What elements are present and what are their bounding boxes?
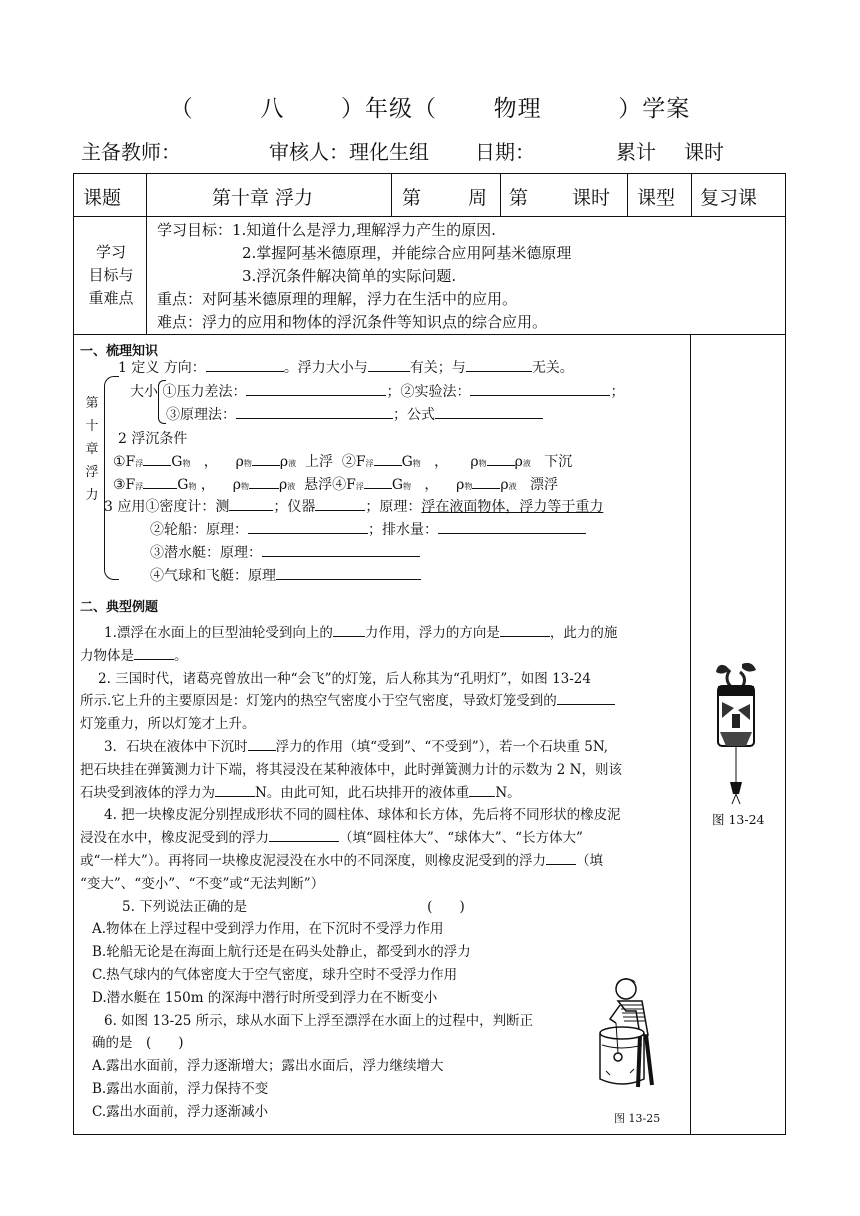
- blank-balloon[interactable]: [276, 565, 421, 580]
- app-hydrometer: 3 应用①密度计：测: [104, 499, 230, 515]
- q6-line-2: 确的是 ( ): [92, 1035, 184, 1052]
- goal-line-2: 2.掌握阿基米德原理，并能综合应用阿基米德原理: [242, 244, 572, 262]
- sink-line-1: ①F浮 G物 ， ρ物 ρ液 上浮 ②F浮 G物 ， ρ物 ρ液 下沉: [113, 451, 572, 476]
- rho-1: ρ: [235, 454, 244, 470]
- blank-rho-4[interactable]: [472, 474, 500, 489]
- period-suffix: 课时: [572, 187, 611, 209]
- q2-line-2: [80, 690, 690, 713]
- q4-part-b: 浸没在水中，橡皮泥受到的浮力: [80, 830, 269, 847]
- hydrometer-principle: 浮在液面物体，浮力等于重力: [421, 499, 604, 515]
- sub-wu-4: 物: [478, 459, 487, 468]
- def-line: [118, 357, 574, 380]
- c3-f: ③F: [113, 477, 136, 493]
- method-pressure: ①压力差法：: [162, 384, 247, 400]
- q3-part-f: N。: [495, 784, 521, 801]
- q5-option-a[interactable]: A.物体在上浮过程中受到浮力作用，在下沉时不受浮力作用: [92, 921, 444, 938]
- q3-part-d: 石块受到液体的浮力为: [80, 784, 215, 801]
- table-border-right: [785, 173, 786, 1135]
- blank-c1[interactable]: [143, 451, 171, 466]
- rho-8: ρ: [500, 477, 509, 493]
- q3-line-1: [80, 736, 690, 759]
- blank-submarine[interactable]: [262, 542, 420, 557]
- ship-label: ②轮船：原理：: [150, 522, 248, 538]
- blank-ship[interactable]: [248, 519, 368, 534]
- blank-q1-2[interactable]: [500, 622, 550, 637]
- chapter-char-3: 章: [85, 442, 99, 457]
- topic-label: 课题: [83, 187, 122, 209]
- q1-line-1: [80, 622, 690, 645]
- method-principle: ③原理法：: [166, 407, 236, 423]
- q4-line-1: 4. 把一块橡皮泥分别捏成形状不同的圆柱体、球体和长方体，先后将不同形状的橡皮泥: [104, 807, 621, 824]
- sub-fu: 浮: [135, 459, 144, 468]
- cumulative-label: 累计: [616, 140, 656, 164]
- sub-ye-3: 液: [287, 482, 296, 491]
- blank-related[interactable]: [368, 357, 410, 372]
- rise-label: 上浮: [304, 454, 333, 470]
- sink-line-2: ③F浮 G物 ， ρ物 ρ液 悬浮④F浮 G物 ， ρ物 ρ液 漂浮: [113, 474, 558, 499]
- goals-side-label: [80, 241, 142, 310]
- q1-part-b: 力作用，浮力的方向是: [364, 625, 500, 641]
- size-label: 大小: [130, 384, 158, 400]
- sub-wu-7: 物: [403, 482, 411, 491]
- chapter-char-2: 十: [85, 419, 99, 434]
- sub-ye-4: 液: [508, 482, 517, 491]
- blank-direction[interactable]: [206, 357, 284, 372]
- goal-line-1: 学习目标：1.知道什么是浮力,理解浮力产生的原因.: [157, 221, 496, 239]
- sky-lantern-figure: [712, 662, 760, 804]
- blank-c2[interactable]: [374, 451, 402, 466]
- rho-3: ρ: [470, 454, 479, 470]
- blank-pressure[interactable]: [246, 381, 386, 396]
- goal-line-5: 难点：浮力的应用和物体的浮沉条件等知识点的综合应用。: [157, 313, 548, 331]
- q6-line-1: 6. 如图 13-25 所示，球从水面下上浮至漂浮在水面上的过程中，判断正: [104, 1012, 534, 1029]
- title-subject: 物理: [493, 96, 542, 122]
- rho-2: ρ: [279, 454, 289, 470]
- table-col-1: [146, 173, 147, 334]
- displacement-label: ；排水量：: [368, 522, 438, 538]
- q1-part-a: 1.漂浮在水面上的巨型油轮受到向上的: [104, 625, 333, 641]
- blank-displacement[interactable]: [438, 519, 586, 534]
- child-water-tank-figure: [596, 975, 676, 1095]
- blank-c4[interactable]: [364, 474, 392, 489]
- sub-wu: 物: [182, 459, 191, 468]
- size-line-1: 大小 ①压力差法： ；②实验法： ；: [130, 381, 624, 404]
- rho-5: ρ: [232, 477, 241, 493]
- sub-wu-8: 物: [464, 482, 473, 491]
- sub-ye: 液: [288, 459, 297, 468]
- page-title: [0, 90, 860, 123]
- blank-instrument[interactable]: [315, 496, 365, 511]
- q5-option-c[interactable]: C.热气球内的气体密度大于空气密度，球升空时不受浮力作用: [92, 966, 458, 983]
- q6-option-c[interactable]: C.露出水面前，浮力逐渐减小: [92, 1103, 269, 1120]
- q1-part-c: ，此力的施: [549, 625, 618, 641]
- related-text: 有关；与: [409, 360, 466, 376]
- blank-rho-1[interactable]: [252, 451, 280, 466]
- figure-13-24-caption: 图 13-24: [712, 812, 765, 827]
- app-line-2: [150, 519, 586, 542]
- c1-g: G: [171, 454, 183, 470]
- sub-wu-6: 物: [240, 482, 249, 491]
- instrument-label: ；仪器: [273, 499, 316, 515]
- blank-unrelated[interactable]: [466, 357, 532, 372]
- q3-part-e: N。由此可知，此石块排开的液体重: [255, 784, 470, 801]
- title-grade: 八: [260, 96, 285, 122]
- table-line-1: [73, 216, 786, 217]
- table-col-3: [500, 173, 501, 216]
- direction-label: 方向：: [163, 360, 206, 376]
- rho-7: ρ: [456, 477, 465, 493]
- goals-side-2: 目标与: [88, 266, 134, 284]
- table-border-bottom: [73, 1134, 786, 1135]
- blank-q3-2[interactable]: [215, 782, 255, 797]
- title-grade-label: ）年级（: [341, 96, 437, 122]
- week-suffix: 周: [468, 187, 488, 209]
- q5-line: [80, 896, 690, 919]
- blank-q1-1[interactable]: [333, 622, 365, 637]
- q2-part-b: 所示.它上升的主要原因是：灯笼内的热空气密度小于空气密度，导致灯笼受到的: [80, 693, 557, 710]
- blank-experiment[interactable]: [470, 381, 610, 396]
- table-border-top: [73, 173, 786, 174]
- sub-ye-2: 液: [522, 459, 531, 468]
- chapter-char-4: 浮: [85, 465, 99, 480]
- title-paren-open: （: [169, 96, 194, 122]
- q4-part-c: （填“圆柱体大”、“球体大”、“长方体大”: [339, 830, 583, 847]
- table-line-2: [73, 334, 786, 335]
- table-col-side: [690, 334, 691, 1134]
- table-border-left: [73, 173, 74, 1135]
- q5-answer-paren[interactable]: ( ): [427, 898, 465, 915]
- rho-4: ρ: [514, 454, 523, 470]
- week-prefix: 第: [402, 187, 422, 209]
- sub-fu-4: 浮: [355, 482, 364, 491]
- float-label: 漂浮: [529, 477, 558, 493]
- chapter-vertical-label: [84, 392, 100, 507]
- unrelated-text: 无关。: [531, 360, 574, 376]
- blank-principle[interactable]: [236, 404, 393, 419]
- method-experiment: ；②实验法：: [386, 384, 471, 400]
- table-col-2: [391, 173, 392, 216]
- q3-part-a: 3．石块在液体中下沉时: [104, 738, 248, 755]
- lesson-label: 课时: [684, 140, 724, 164]
- blank-q4-1[interactable]: [269, 827, 339, 842]
- table-col-5: [691, 173, 692, 216]
- q4-part-e: （填: [576, 852, 604, 869]
- sub-fu-3: 浮: [135, 482, 144, 491]
- q5-option-b[interactable]: B.轮船无论是在海面上航行还是在码头处静止，都受到水的浮力: [92, 944, 471, 961]
- rho-6: ρ: [278, 477, 288, 493]
- blank-rho-3[interactable]: [249, 474, 279, 489]
- q2-line-1: 2. 三国时代，诸葛亮曾放出一种“会飞”的灯笼，后人称其为“孔明灯”，如图 13-24: [98, 670, 591, 687]
- section-knowledge-title: 一、梳理知识: [80, 344, 159, 359]
- size-line-2: [166, 404, 543, 427]
- app-line-3: [150, 542, 420, 565]
- goals-content: [157, 219, 571, 334]
- topic-value: 第十章 浮力: [212, 187, 314, 209]
- date-label: 日期：: [475, 140, 535, 164]
- type-value: 复习课: [700, 187, 758, 209]
- c2-g: G: [401, 454, 413, 470]
- q4-line-2: [80, 827, 690, 850]
- size-relation: 。浮力大小与: [283, 360, 368, 376]
- blank-q1-3[interactable]: [134, 645, 174, 660]
- q6-option-b[interactable]: B.露出水面前，浮力保持不变: [92, 1080, 269, 1097]
- sink-label: 2 浮沉条件: [118, 431, 188, 447]
- formula-label: ；公式: [393, 407, 435, 423]
- q3-line-3: [80, 782, 690, 805]
- teacher-label: 主备教师：: [81, 140, 181, 164]
- sink-down-label: 下沉: [544, 454, 573, 470]
- blank-rho-2[interactable]: [487, 451, 515, 466]
- sub-wu-5: 物: [188, 482, 197, 491]
- app-line-1: [104, 496, 603, 519]
- period-prefix: 第: [509, 187, 529, 209]
- blank-q2[interactable]: [557, 690, 615, 705]
- q3-line-2: 把石块挂在弹簧测力计下端，将其浸没在某种液体中，此时弹簧测力计的示数为 2 N，则该: [80, 761, 622, 778]
- app-line-4: [150, 565, 421, 588]
- c1-f: ①F: [113, 454, 136, 470]
- goals-side-3: 重难点: [88, 289, 134, 307]
- sub-wu-2: 物: [243, 459, 252, 468]
- q1-part-e: 。: [174, 647, 188, 664]
- c3-g: G: [177, 477, 189, 493]
- title-end: ）学案: [618, 96, 691, 122]
- blank-q4-2[interactable]: [546, 850, 576, 865]
- type-label: 课型: [637, 187, 676, 209]
- principle-label: ；原理：: [365, 499, 422, 515]
- blank-measure[interactable]: [229, 496, 273, 511]
- q3-part-b: 浮力的作用（填“受到”、“不受到”），若一个石块重 5N,: [275, 738, 609, 755]
- q4-part-d: 或“一样大”）。再将同一块橡皮泥浸没在水中的不同深度，则橡皮泥受到的浮力: [80, 852, 547, 869]
- q1-part-d: 力物体是: [80, 647, 134, 664]
- blank-c3[interactable]: [143, 474, 177, 489]
- submarine-label: ③潜水艇：原理：: [150, 545, 262, 561]
- c4-g: G: [391, 477, 403, 493]
- sub-wu-3: 物: [412, 459, 421, 468]
- reviewer-label: 审核人：理化生组: [269, 140, 429, 164]
- suspend-label: 悬浮④F: [304, 477, 356, 493]
- chapter-char-1: 第: [85, 396, 99, 411]
- goal-line-3: 3.浮沉条件解决简单的实际问题.: [242, 267, 457, 285]
- goal-line-4: 重点：对阿基米德原理的理解，浮力在生活中的应用。: [157, 290, 518, 308]
- chapter-char-5: 力: [85, 488, 99, 503]
- q1-line-2: [80, 645, 690, 668]
- q5-stem: 5. 下列说法正确的是: [122, 898, 248, 915]
- q4-line-4: “变大”、“变小”、“不变”或“无法判断”）: [80, 875, 325, 892]
- blank-q3-1[interactable]: [248, 736, 276, 751]
- goals-side-1: 学习: [95, 243, 126, 261]
- sub-fu-2: 浮: [365, 459, 374, 468]
- section-examples-title: 二、典型例题: [80, 600, 159, 615]
- q2-line-3: 灯笼重力，所以灯笼才上升。: [80, 716, 256, 733]
- q4-line-3: [80, 850, 690, 873]
- figure-13-25-caption: 图 13-25: [614, 1112, 661, 1125]
- table-col-4: [627, 173, 628, 216]
- blank-formula[interactable]: [435, 404, 543, 419]
- def-label: 1 定义: [118, 360, 160, 376]
- q6-option-a[interactable]: A.露出水面前，浮力逐渐增大；露出水面后，浮力继续增大: [92, 1058, 444, 1075]
- c2-f: ②F: [341, 454, 366, 470]
- blank-q3-3[interactable]: [469, 782, 495, 797]
- q5-option-d[interactable]: D.潜水艇在 150m 的深海中潜行时所受到浮力在不断变小: [92, 989, 438, 1006]
- balloon-label: ④气球和飞艇：原理: [150, 568, 276, 584]
